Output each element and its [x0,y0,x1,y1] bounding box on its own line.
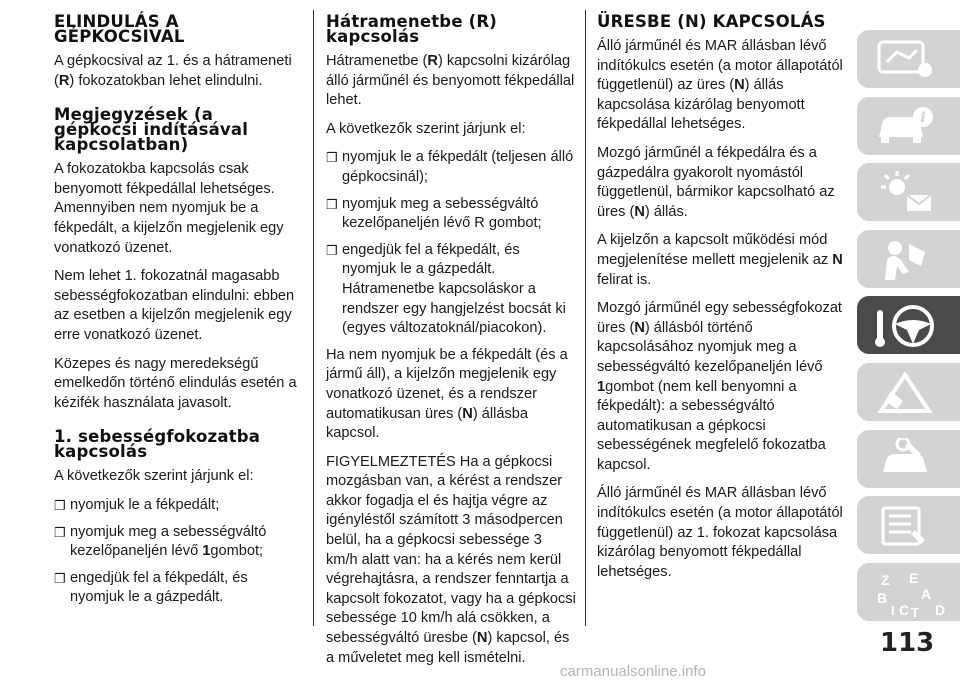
index-letter: A [921,586,932,602]
page-number: 113 [880,628,935,658]
bullet-icon: ❒ [54,570,66,586]
car-info-icon [875,105,937,149]
list-item: ❒ nyomjuk meg a sebességváltó kezelőpaneljén lévő R gombot; [326,195,542,232]
car-dashboard-icon [875,38,935,80]
svg-text:i: i [920,110,926,126]
paragraph: A fokozatokba kapcsolás csak benyomott fékpedállal lehetséges. Amennyiben nem nyomjuk be a fékpedált, a kijelzőn megjelenik egy vonatkozó üzenet. [54,161,284,256]
airbag-seat-icon [875,238,937,282]
paragraph: A kijelzőn a kapcsolt működési mód megjelenítése mellett megjelenik az N felirat is. [597,232,843,288]
heading-notes: Megjegyzések (a gépkocsi indításával kapcsolatban) [54,105,249,155]
tab-emergency[interactable] [857,363,960,421]
list-item: ❒ engedjük fel a fékpedált, és nyomjuk le a gázpedált. [54,569,248,606]
heading-reverse: Hátramenetbe (R) kapcsolás [326,12,498,46]
heading-starting: ELINDULÁS A GÉPKOCSIVAL [54,12,185,46]
index-letter: B [877,590,888,606]
index-letter: T [911,605,919,619]
warning-lights-icon [875,171,937,215]
bullet-icon: ❒ [326,150,338,166]
list-item: ❒ nyomjuk le a fékpedált; [54,496,302,516]
paragraph: Mozgó járműnél egy sebességfokozat üres (N) állásból történő kapcsolásához nyomjuk meg a sebességváltó kezelőpaneljén lévő 1gombot (nem kell benyomni a fékpedált): a sebességváltó automatikusan a gépkocsi sebességének megfelelő fokozatba kapcsol. [597,300,842,473]
tab-dashboard[interactable] [857,30,960,88]
paragraph: Ha nem nyomjuk be a fékpedált (és a jármű áll), a kijelzőn megjelenik egy vonatkozó üzenet, és a rendszer automatikusan üres (N) állásba kapcsol. [326,346,568,442]
paragraph: Nem lehet 1. fokozatnál magasabb sebességfokozatban elindulni: ebben az esetben a kijelzőn megjelenik egy erre vonatkozó üzenet. [54,268,295,343]
list-item: ❒ engedjük fel a fékpedált, és nyomjuk le a gázpedált. Hátramenetbe kapcsoláskor a rendszer egy hangjelzést bocsát ki (egyes változatoknál/piacokon). [326,241,566,337]
tab-starting-driving[interactable] [857,296,960,354]
paragraph: Mozgó járműnél a fékpedálra és a gázpedálra gyakorolt nyomástól függetlenül, bármikor kapcsolható az üres (N) állás. [597,144,835,220]
alphabet-index-icon [875,571,951,619]
watermark: carmanualsonline.info [560,663,706,680]
column-1 [54,14,302,615]
bullet-list [326,148,576,338]
column-divider [585,10,586,626]
column-divider [313,10,314,626]
bullet-icon: ❒ [326,242,338,258]
bullet-icon: ❒ [326,196,338,212]
index-letter: C [899,602,910,618]
bullet-icon: ❒ [54,524,66,540]
paragraph: Álló járműnél és MAR állásban lévő indítókulcs esetén (a motor állapotától függetlenül) az 1. fokozat kapcsolása kizárólag benyomott fékpedállal lehetséges. [597,485,843,580]
tab-warning-lights[interactable] [857,163,960,221]
tab-safety[interactable] [857,230,960,288]
warning-paragraph: FIGYELMEZTETÉS Ha a gépkocsi mozgásban van, a kérést a rendszer akkor fogadja el és hajtja végre az igényléstől számított 3 másodpercen belül, ha a gépkocsi sebessége 3 km/h alatt van: ha a kérés nem kerül végrehajtásra, a rendszer fenntartja a kapcsolt fokozatot, vagy ha a gépkocsi sebessége 10 km/h alá csökken, a sebességváltó üresbe (N) kapcsol, és a műveletet meg kell ismételni. [326,453,576,666]
paragraph: Közepes és nagy meredekségű emelkedőn történő elindulás esetén a kézifék használata javasolt. [54,355,297,411]
steering-wheel-key-icon [875,304,941,348]
heading-neutral: ÜRESBE (N) KAPCSOLÁS [597,12,826,31]
index-letter: E [909,571,919,586]
list-item: ❒ nyomjuk meg a sebességváltó kezelőpaneljén lévő 1gombot; [54,523,267,560]
paragraph: Álló járműnél és MAR állásban lévő indítókulcs esetén (a motor állapotától függetlenül) az üres (N) állás kapcsolása kizárólag benyomott fékpedállal lehetséges. [597,38,843,133]
paragraph: A következők szerint járjunk el: [326,120,526,137]
warning-triangle-icon [875,371,937,415]
index-letter: I [891,603,895,618]
tab-maintenance[interactable] [857,430,960,488]
tab-specifications[interactable] [857,496,960,554]
paragraph: A gépkocsival az 1. és a hátrameneti (R) fokozatokban lehet elindulni. [54,53,292,89]
wrench-car-icon [875,438,937,482]
tab-car-info[interactable] [857,97,960,155]
index-letter: D [935,602,946,618]
tab-index[interactable] [857,563,960,621]
column-3 [597,14,849,591]
paragraph: Hátramenetbe (R) kapcsolni kizárólag álló járműnél és benyomott fékpedállal lehet. [326,53,575,109]
specifications-list-icon [875,504,937,548]
list-item: ❒ nyomjuk le a fékpedált (teljesen álló gépkocsinál); [326,149,574,185]
bullet-list [54,496,302,608]
heading-first-gear: 1. sebességfokozatba kapcsolás [54,427,261,462]
column-2 [326,14,576,677]
paragraph: A következők szerint járjunk el: [54,468,254,485]
index-letter: Z [881,572,890,588]
bullet-icon: ❒ [54,497,66,513]
